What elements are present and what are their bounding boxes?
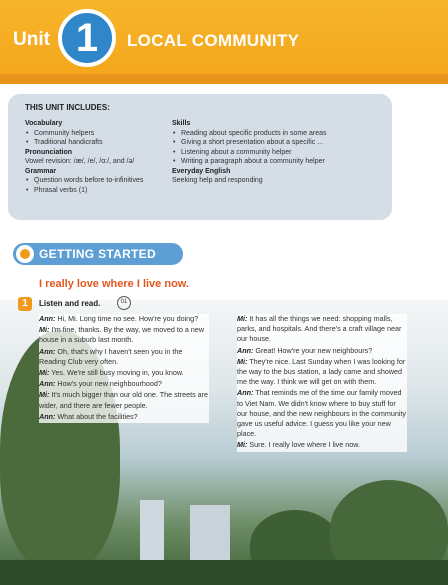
line-text: What about the facilities?: [57, 411, 138, 421]
dialog-right-column: [237, 314, 407, 452]
pronunciation-item: Vowel revision: /æ/, /e/, /ɑ:/, and /ə/: [25, 158, 135, 165]
speaker: Ann:: [39, 314, 56, 323]
dialog-left-column: [39, 314, 209, 423]
dialog-line: [237, 440, 407, 450]
exercise-number: 1: [18, 297, 32, 311]
dialog-line: [237, 388, 407, 439]
line-text: Great! How're your new neighbours?: [255, 345, 373, 355]
line-text: Yes. We're still busy moving in, you know.: [51, 368, 184, 378]
unit-number: 1: [75, 16, 99, 60]
speaker: Mi:: [39, 325, 50, 335]
dialog-line: [39, 379, 209, 389]
skills-item: • Giving a short presentation about a specific ...: [172, 138, 377, 148]
skills-item: • Listening about a community helper: [172, 148, 377, 158]
lesson-headline: I really love where I live now.: [39, 278, 189, 290]
pronunciation-heading: Pronunciation: [25, 148, 73, 156]
speaker: Mi:: [39, 390, 50, 400]
dialog-line: [237, 314, 407, 345]
line-text: It's much bigger than our old one. The streets are wider, and there are fewer people.: [39, 390, 209, 410]
dialog-line: [39, 390, 209, 410]
vocabulary-item: • Traditional handicrafts: [25, 138, 165, 148]
line-text: They're nice. Last Sunday when I was looking for the way to the bus station, a lady came and showed me the way. I think we will get on with them.: [237, 356, 406, 387]
getting-started-dot-icon: [16, 245, 34, 263]
line-text: I'm fine, thanks. By the way, we moved to a new house in a suburb last month.: [39, 325, 205, 345]
speaker: Ann:: [39, 379, 56, 389]
speaker: Mi:: [39, 368, 50, 378]
everyday-english-heading: Everyday English: [172, 167, 231, 175]
dialog-line: [39, 368, 209, 378]
grammar-item: • Phrasal verbs (1): [25, 186, 165, 196]
speaker: Mi:: [237, 314, 248, 323]
header-stripe: [0, 74, 448, 84]
skills-item: • Reading about specific products in some areas: [172, 129, 377, 139]
exercise-instruction: Listen and read.: [39, 299, 101, 308]
line-text: That reminds me of the time our family moved to Viet Nam. We didn't know where to buy stuff for our house, and the new neighbours in the community gave us useful advice. I guess you like your new place.: [237, 388, 407, 439]
line-text: It has all the things we need: shopping malls, parks, and hospitals. And there's a craft village near our house.: [237, 314, 402, 344]
line-text: Oh, that's why I haven't seen you in the Reading Club very often.: [39, 346, 183, 366]
dialog-line: [237, 357, 407, 388]
dialog-line: [39, 347, 209, 367]
dialog-line: [237, 346, 407, 356]
grammar-item: • Question words before to-infinitives: [25, 176, 165, 186]
includes-right-column: [172, 119, 377, 186]
grammar-heading: Grammar: [25, 167, 57, 175]
speaker: Ann:: [39, 411, 56, 421]
line-text: How's your new neighbourhood?: [57, 379, 162, 389]
includes-left-column: [25, 119, 165, 195]
speaker: Ann:: [237, 388, 254, 398]
speaker: Mi:: [237, 440, 248, 450]
everyday-english-item: Seeking help and responding: [172, 177, 263, 184]
skills-heading: Skills: [172, 120, 191, 127]
line-text: Hi, Mi. Long time no see. How're you doing?: [57, 314, 199, 323]
vocabulary-heading: Vocabulary: [25, 120, 63, 127]
ground-shape: [0, 560, 448, 585]
unit-label: Unit: [13, 29, 50, 50]
dialog-line: [39, 314, 209, 324]
line-text: Sure. I really love where I live now.: [249, 440, 361, 450]
audio-track-icon[interactable]: 01: [117, 296, 131, 310]
dialog-line: [39, 412, 209, 422]
unit-title: LOCAL COMMUNITY: [127, 31, 300, 50]
speaker: Mi:: [237, 356, 248, 366]
dialog-line: [39, 325, 209, 345]
includes-title: THIS UNIT INCLUDES:: [25, 103, 110, 112]
getting-started-label: GETTING STARTED: [39, 247, 156, 261]
speaker: Ann:: [237, 345, 254, 355]
skills-item: • Writing a paragraph about a community helper: [172, 157, 377, 167]
vocabulary-item: • Community helpers: [25, 129, 165, 139]
speaker: Ann:: [39, 346, 56, 356]
